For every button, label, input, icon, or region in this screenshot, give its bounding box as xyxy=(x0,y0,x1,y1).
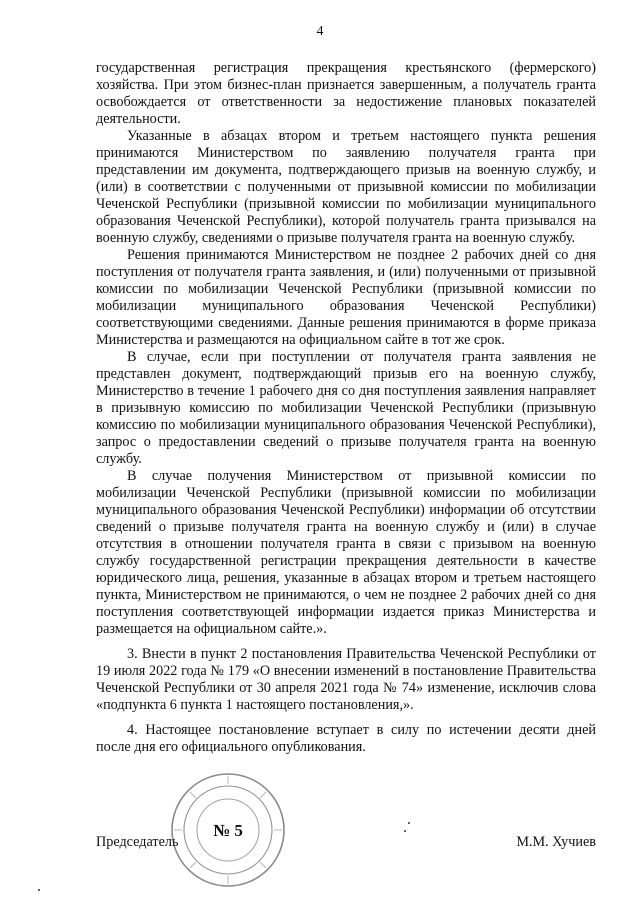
paragraph-decision-basis: Указанные в абзацах втором и третьем настоящего пункта решения принимаются Министерством по заявлению получателя гранта при представлении им документа, подтверждающего призыв на военную службу, и (или) в соответствии с полученными от призывной комиссии по мобилизации Чеченской Республики (призывной комиссии по мобилизации муниципального образования Чеченской Республики), которой получатель гранта призывался на военную службу, сведениями о призыве получателя гранта на военную службу. xyxy=(96,128,596,246)
scan-speck xyxy=(408,822,410,824)
scan-speck xyxy=(404,830,406,832)
paragraph-continuation: государственная регистрация прекращения крестьянского (фермерского) хозяйства. При этом бизнес-план признается завершенным, а получатель гранта освобождается от ответственности за недостижение плановых показателей деятельности. xyxy=(96,60,596,127)
paragraph-missing-document: В случае, если при поступлении от получателя гранта заявления не представлен документ, подтверждающий призыв его на военную службу, Министерство в течение 1 рабочего дня со дня поступления заявления направляет в призывную комиссию по мобилизации Чеченской Республики (призывную комиссию по мобилизации муниципального образования Чеченской Республики), запрос о предоставлении сведений о призыве получателя гранта на военную службу. xyxy=(96,349,596,467)
signatory-name: М.М. Хучиев xyxy=(516,834,596,850)
signatory-role: Председатель xyxy=(96,834,179,850)
paragraph-decision-deadline: Решения принимаются Министерством не позднее 2 рабочих дней со дня поступления от получателя гранта заявления, и (или) полученными от призывной комиссии по мобилизации Чеченской Республики (призывной комиссии по мобилизации муниципального образования Чеченской Республики) соответствующими сведениями. Данные решения принимаются в форме приказа Министерства и размещаются на официальном сайте в тот же срок. xyxy=(96,247,596,348)
paragraph-no-call-up-info: В случае получения Министерством от призывной комиссии по мобилизации Чеченской Республики (призывной комиссии по мобилизации муниципального образования Чеченской Республики) информации об отсутствии сведений о призыве получателя гранта на военную службу и (или) в случае отсутствия в отношении получателя гранта в связи с призывом на военную службу государственной регистрации прекращения деятельности в качестве юридического лица, решения, указанные в абзацах втором и третьем настоящего пункта, Министерством не принимаются, о чем не позднее 2 рабочих дней со дня поступления соответствующей информации издается приказ Министерства и размещается на официальном сайте.». xyxy=(96,468,596,637)
page-number: 4 xyxy=(316,24,324,39)
paragraph-item-4: 4. Настоящее постановление вступает в силу по истечении десяти дней после дня его официального опубликования. xyxy=(96,722,596,755)
official-stamp xyxy=(168,770,288,890)
document-body xyxy=(96,60,596,756)
stamp-number: № 5 xyxy=(213,821,243,840)
paragraph-item-3: 3. Внести в пункт 2 постановления Правительства Чеченской Республики от 19 июля 2022 года № 179 «О внесении изменений в постановление Правительства Чеченской Республики от 30 апреля 2021 года № 74» изменение, исключив слова «подпункта 6 пункта 1 настоящего постановления,». xyxy=(96,646,596,713)
scan-speck xyxy=(38,889,40,891)
